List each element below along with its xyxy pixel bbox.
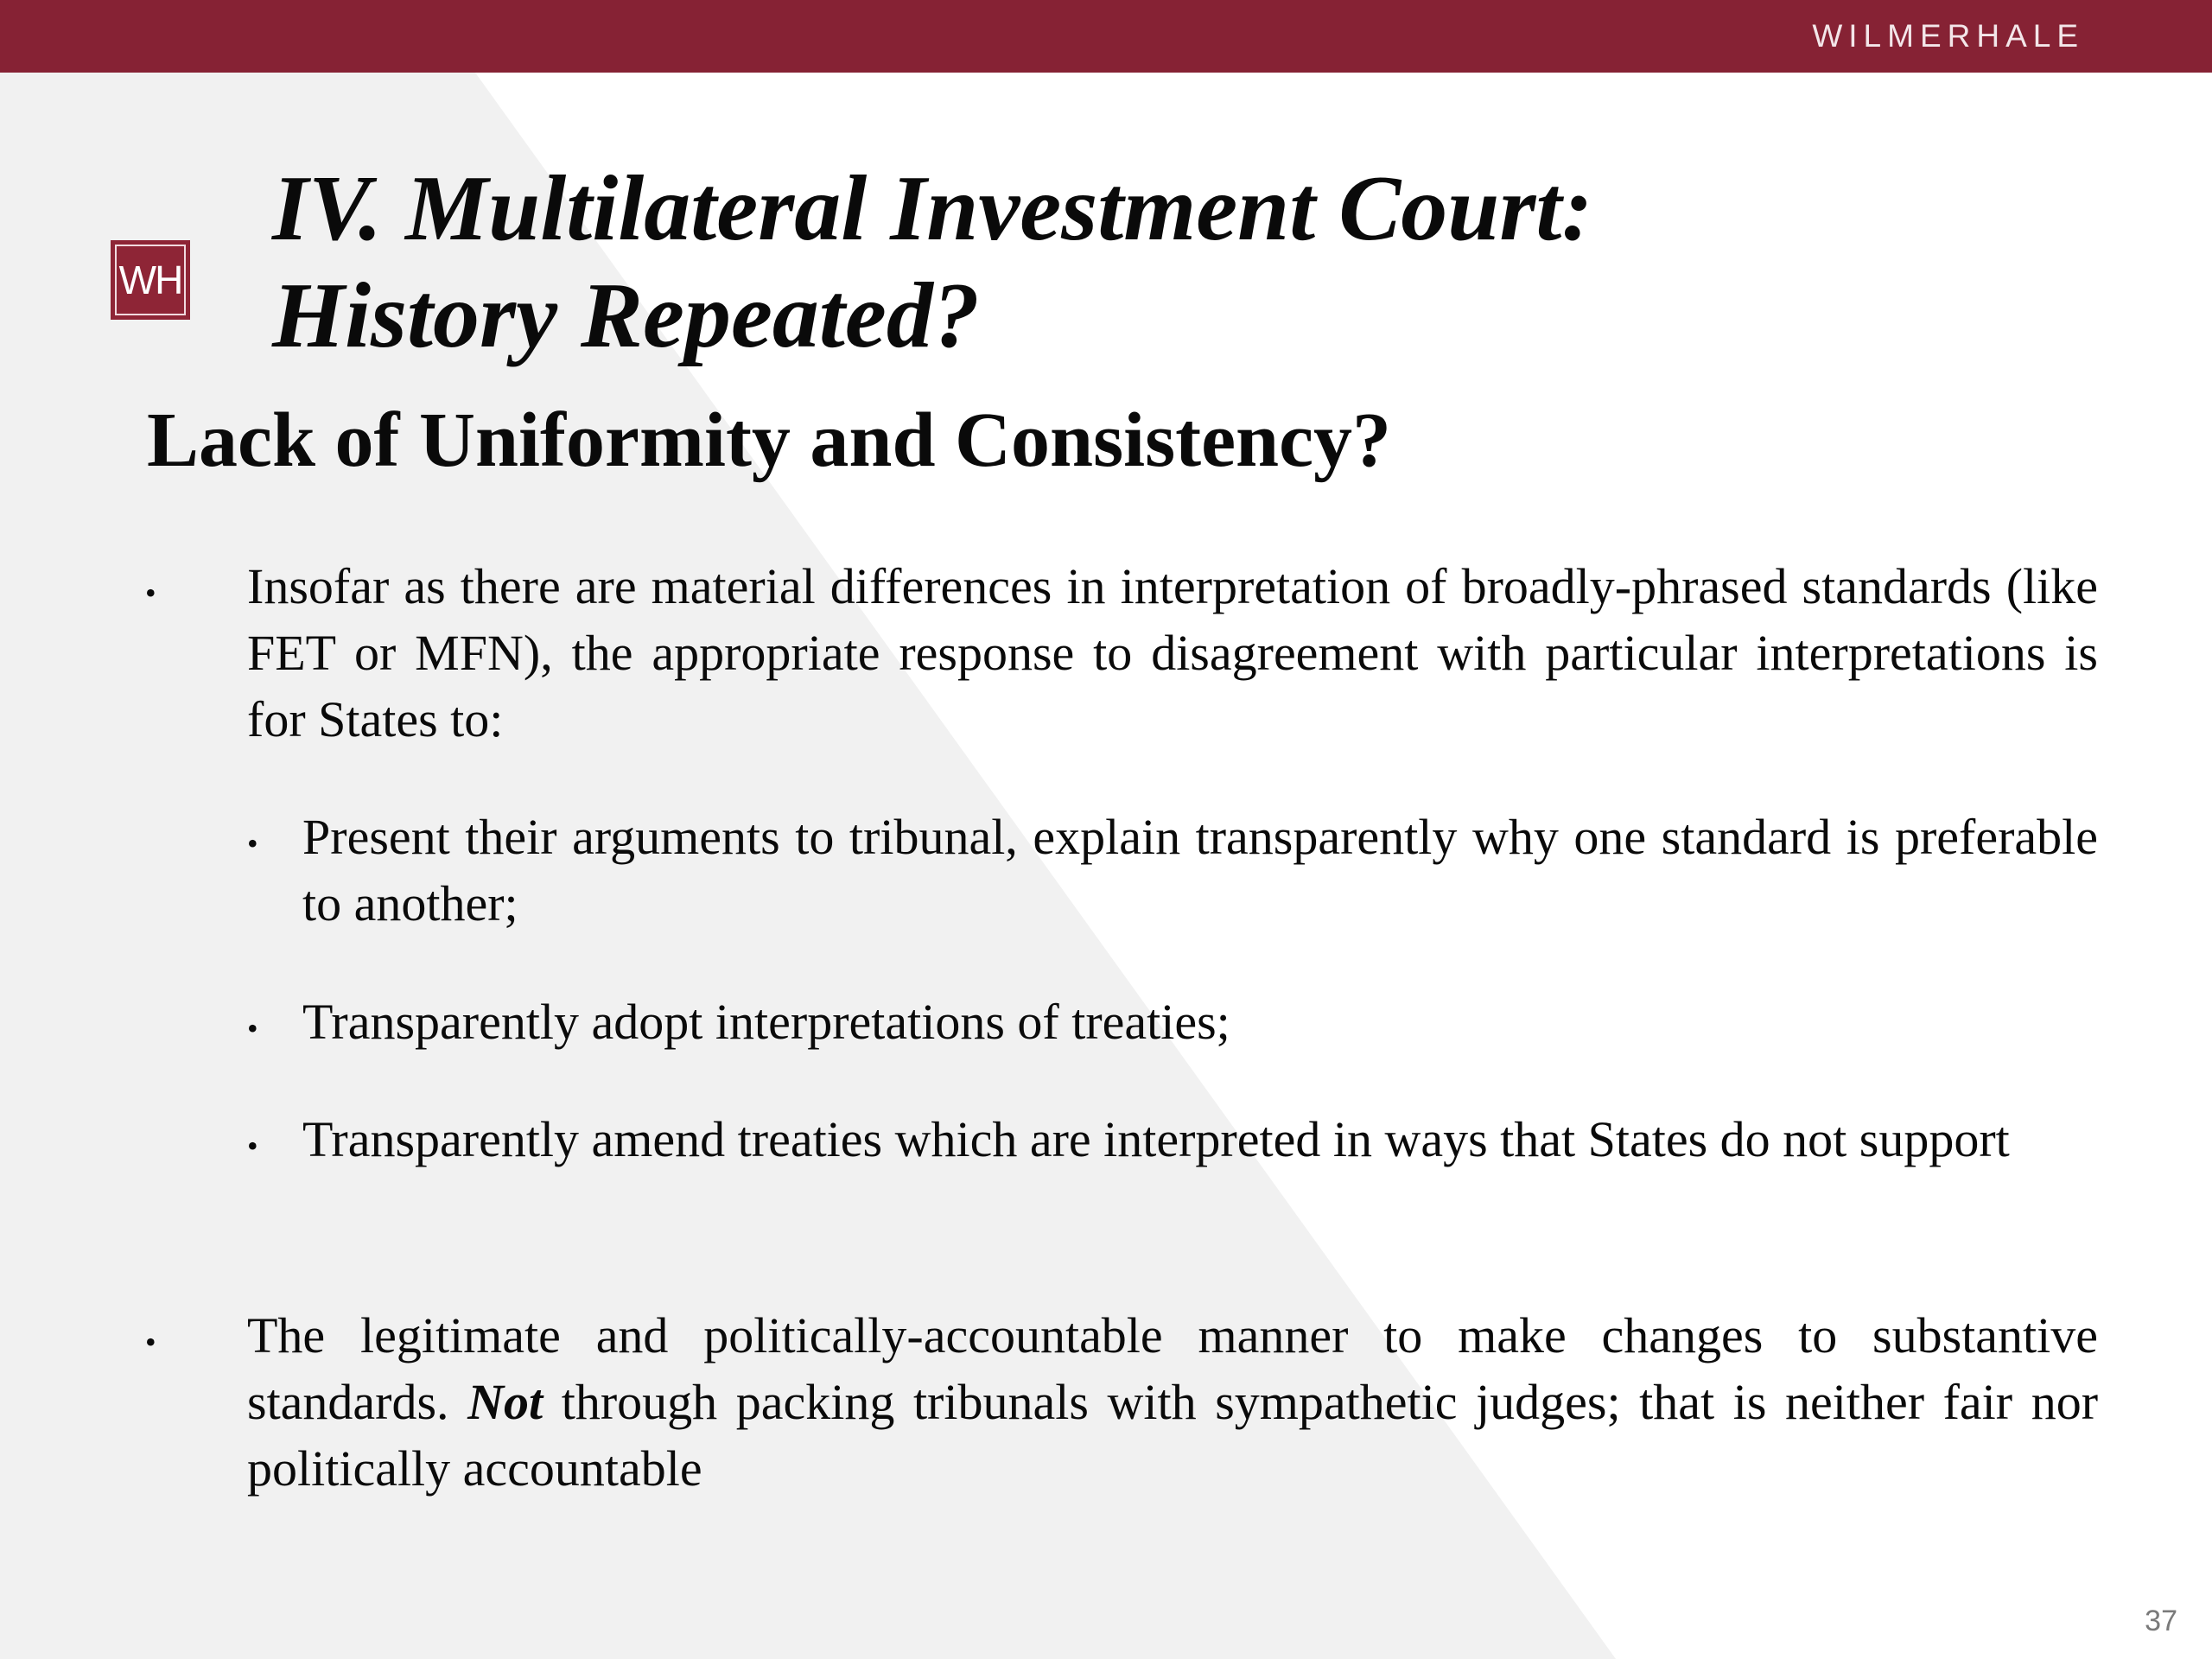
bullet-item-2-prefix: The legitimate and politically-accountable manner to make changes to substantive standards.: [247, 1307, 2098, 1430]
slide-subtitle: Lack of Uniformity and Consistency?: [147, 397, 1392, 483]
bullet-marker: •: [145, 575, 156, 610]
bullet-item-2: [247, 1302, 2098, 1502]
bullet-marker: •: [145, 1325, 156, 1359]
slide-title-line-1: IV. Multilateral Investment Court:: [272, 157, 1593, 260]
sub-bullet-item-2-text: Transparently adopt interpretations of treaties;: [302, 994, 1230, 1050]
sub-bullet-item-3: [302, 1106, 2098, 1173]
bullet-item-1-text: Insofar as there are material differences in interpretation of broadly-phrased standards (like FET or MFN), the appropriate response to disagreement with particular interpretations is for States to:: [247, 558, 2098, 747]
brand-name: WILMERHALE: [1812, 18, 2084, 54]
sub-bullet-marker: •: [247, 1128, 258, 1163]
sub-bullet-item-1: [302, 804, 2098, 937]
bullet-item-2-suffix: through packing tribunals with sympathetic judges; that is neither fair nor politically accountable: [247, 1374, 2099, 1497]
page-number: 37: [2145, 1605, 2177, 1637]
wh-logo-text: WH: [115, 245, 186, 315]
slide-title-line-2: History Repeated?: [272, 264, 980, 367]
sub-bullet-marker: •: [247, 826, 258, 861]
bullet-item-2-text: [247, 1302, 2098, 1502]
sub-bullet-item-1-text: Present their arguments to tribunal, explain transparently why one standard is preferable to another;: [302, 809, 2098, 931]
sub-bullet-marker: •: [247, 1011, 258, 1046]
bullet-item-1: [247, 553, 2098, 753]
sub-bullet-item-2: [302, 988, 2098, 1055]
bullet-item-2-emphasis: Not: [467, 1374, 543, 1430]
sub-bullet-item-3-text: Transparently amend treaties which are interpreted in ways that States do not support: [302, 1111, 2010, 1167]
